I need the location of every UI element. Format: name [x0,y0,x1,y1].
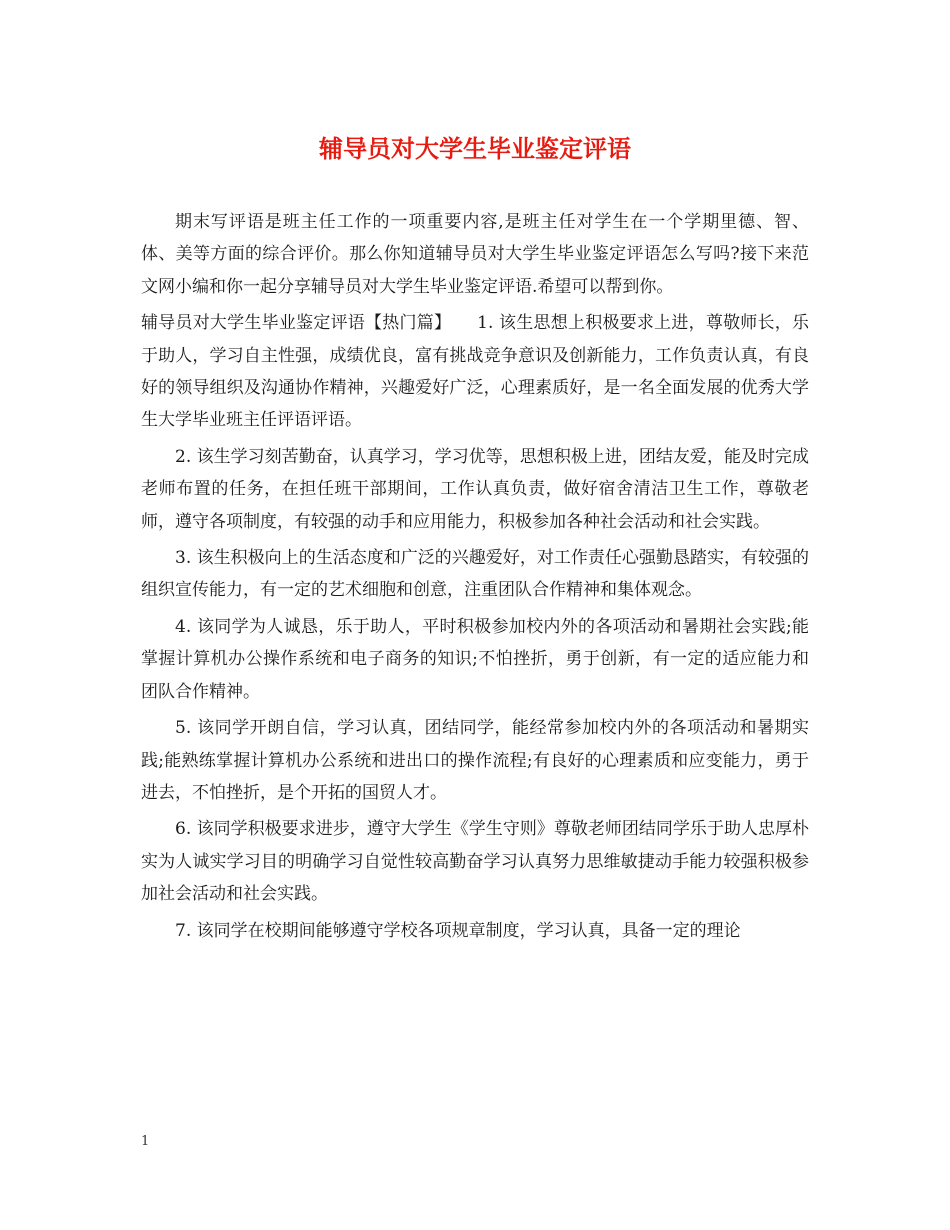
page-number: 1 [141,1134,150,1149]
paragraph-item-3: 3. 该生积极向上的生活态度和广泛的兴趣爱好，对工作责任心强勤恳踏实，有较强的组织宣传能力，有一定的艺术细胞和创意，注重团队合作精神和集体观念。 [141,548,809,601]
paragraph-item-2: 2. 该生学习刻苦勤奋，认真学习，学习优等，思想积极上进，团结友爱，能及时完成老师布置的任务，在担任班干部期间，工作认真负责，做好宿舍清洁卫生工作，尊敬老师，遵守各项制度，有较强的动手和应用能力，积极参加各种社会活动和社会实践。 [141,446,809,532]
paragraph-item-4: 4. 该同学为人诚恳，乐于助人，平时积极参加校内外的各项活动和暑期社会实践;能掌握计算机办公操作系统和电子商务的知识;不怕挫折，勇于创新，有一定的适应能力和团队合作精神。 [141,616,809,702]
paragraph-item-1: 辅导员对大学生毕业鉴定评语【热门篇】 1. 该生思想上积极要求上进，尊敬师长，乐于助人，学习自主性强，成绩优良，富有挑战竞争意识及创新能力，工作负责认真，有良好的领导组织及沟通协作精神，兴趣爱好广泛，心理素质好，是一名全面发展的优秀大学生大学毕业班主任评语评语。 [141,313,809,431]
paragraph-item-7: 7. 该同学在校期间能够遵守学校各项规章制度，学习认真，具备一定的理论 [175,920,741,941]
page-title: 辅导员对大学生毕业鉴定评语 [319,135,631,163]
paragraph-intro: 期末写评语是班主任工作的一项重要内容,是班主任对学生在一个学期里德、智、体、美等方面的综合评价。那么你知道辅导员对大学生毕业鉴定评语怎么写吗?接下来范文网小编和你一起分享辅导员对大学生毕业鉴定评语.希望可以帮到你。 [141,212,809,297]
paragraph-item-6: 6. 该同学积极要求进步，遵守大学生《学生守则》尊敬老师团结同学乐于助人忠厚朴实为人诚实学习目的明确学习自觉性较高勤奋学习认真努力思维敏捷动手能力较强积极参加社会活动和社会实践。 [141,819,809,905]
document-body [141,206,809,951]
paragraph-item-5: 5. 该同学开朗自信，学习认真，团结同学，能经常参加校内外的各项活动和暑期实践;能熟练掌握计算机办公系统和进出口的操作流程;有良好的心理素质和应变能力，勇于进去，不怕挫折，是个开拓的国贸人才。 [141,718,809,803]
